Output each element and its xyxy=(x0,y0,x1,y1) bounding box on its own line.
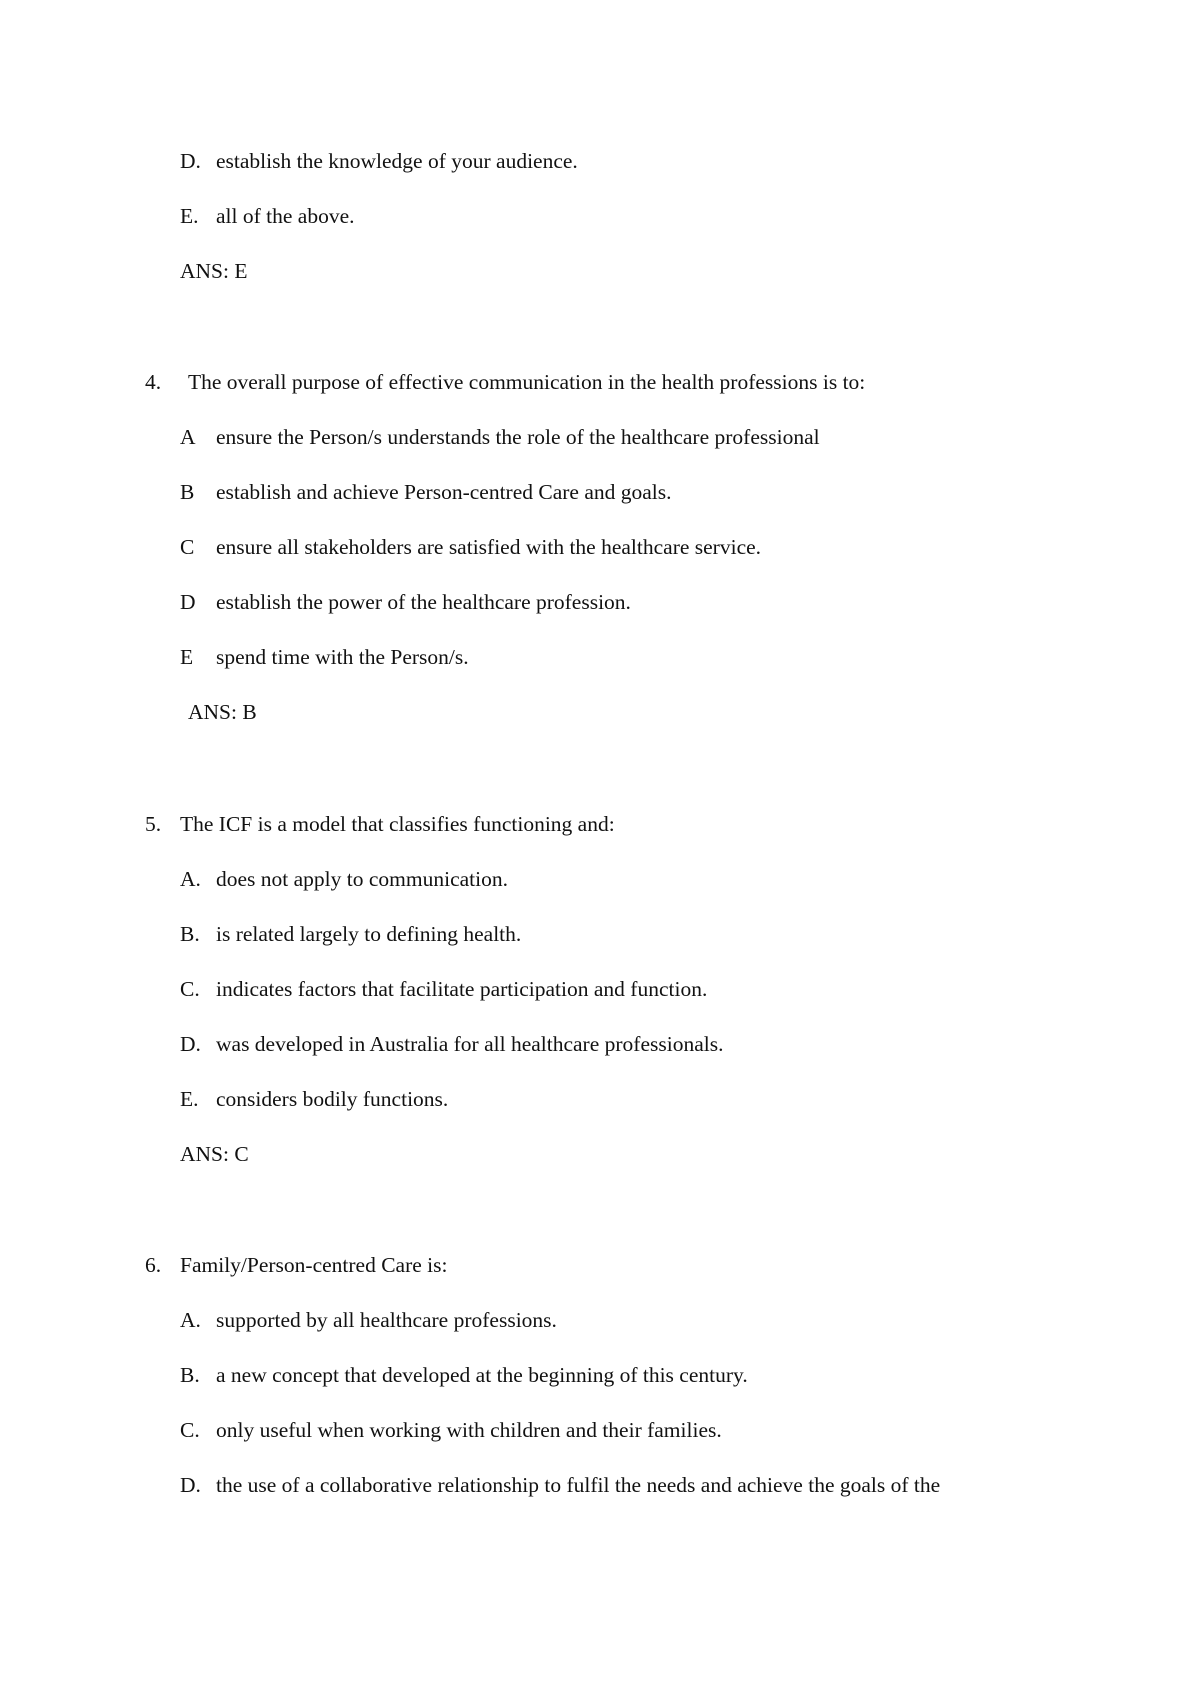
option-text: ensure the Person/s understands the role of the healthcare professional xyxy=(216,425,820,449)
option-letter: D. xyxy=(180,1032,201,1056)
option-text: is related largely to defining health. xyxy=(216,922,522,946)
option-letter: E xyxy=(180,645,194,669)
option-text: considers bodily functions. xyxy=(216,1087,449,1111)
option-text: ensure all stakeholders are satisfied with the healthcare service. xyxy=(216,535,762,559)
option-text: establish the power of the healthcare profession. xyxy=(216,590,631,614)
option-text: only useful when working with children and their families. xyxy=(216,1418,722,1442)
option-text: all of the above. xyxy=(216,204,355,228)
option-letter: B xyxy=(180,480,195,504)
option-letter: C. xyxy=(180,1418,200,1442)
question-stem: Family/Person-centred Care is: xyxy=(180,1253,448,1277)
option-letter: A xyxy=(180,425,196,449)
option-letter: B. xyxy=(180,922,200,946)
question-stem: The overall purpose of effective communication in the health professions is to: xyxy=(188,370,866,394)
option-letter: B. xyxy=(180,1363,200,1387)
question-stem: The ICF is a model that classifies functioning and: xyxy=(180,812,615,836)
option-text: was developed in Australia for all healthcare professionals. xyxy=(216,1032,724,1056)
answer-line: ANS: B xyxy=(188,700,257,724)
option-text: establish and achieve Person-centred Care and goals. xyxy=(216,480,672,504)
option-text: the use of a collaborative relationship to fulfil the needs and achieve the goals of the xyxy=(216,1473,941,1497)
option-text: establish the knowledge of your audience. xyxy=(216,149,578,173)
question-number: 5. xyxy=(145,812,162,836)
question-number: 6. xyxy=(145,1253,162,1277)
option-letter: C. xyxy=(180,977,200,1001)
option-letter: E. xyxy=(180,204,199,228)
option-letter: D. xyxy=(180,1473,201,1497)
option-letter: E. xyxy=(180,1087,199,1111)
option-letter: A. xyxy=(180,1308,201,1332)
answer-line: ANS: E xyxy=(180,259,248,283)
option-letter: C xyxy=(180,535,195,559)
option-letter: D xyxy=(180,590,196,614)
option-text: spend time with the Person/s. xyxy=(216,645,469,669)
option-letter: D. xyxy=(180,149,201,173)
option-text: supported by all healthcare professions. xyxy=(216,1308,557,1332)
option-text: indicates factors that facilitate participation and function. xyxy=(216,977,708,1001)
question-number: 4. xyxy=(145,370,162,394)
option-text: a new concept that developed at the beginning of this century. xyxy=(216,1363,748,1387)
option-text: does not apply to communication. xyxy=(216,867,508,891)
answer-line: ANS: C xyxy=(180,1142,249,1166)
option-letter: A. xyxy=(180,867,201,891)
